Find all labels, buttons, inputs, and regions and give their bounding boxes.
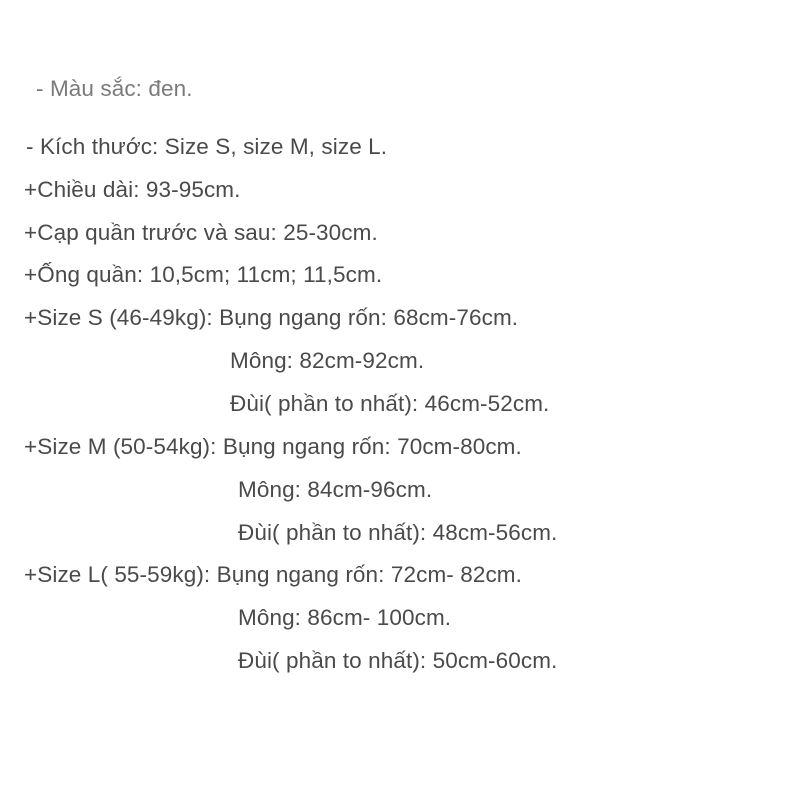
line-leg-opening: +Ống quần: 10,5cm; 11cm; 11,5cm. (24, 262, 383, 287)
line-size-l-thigh: Đùi( phần to nhất): 50cm-60cm. (238, 648, 558, 673)
line-waistband: +Cạp quần trước và sau: 25-30cm. (24, 220, 378, 245)
line-length: +Chiều dài: 93-95cm. (24, 177, 241, 202)
line-size-s-waist: +Size S (46-49kg): Bụng ngang rốn: 68cm-76cm. (24, 305, 519, 330)
line-size-l-hip: Mông: 86cm- 100cm. (238, 605, 452, 630)
line-sizes: - Kích thước: Size S, size M, size L. (26, 134, 388, 159)
line-size-l-waist: +Size L( 55-59kg): Bụng ngang rốn: 72cm- 82cm. (24, 562, 522, 587)
line-size-s-hip: Mông: 82cm-92cm. (230, 348, 425, 373)
line-size-m-thigh: Đùi( phần to nhất): 48cm-56cm. (238, 520, 558, 545)
line-size-s-thigh: Đùi( phần to nhất): 46cm-52cm. (230, 391, 550, 416)
line-size-m-hip: Mông: 84cm-96cm. (238, 477, 433, 502)
line-size-m-waist: +Size M (50-54kg): Bụng ngang rốn: 70cm-80cm. (24, 434, 522, 459)
partial-line-color: - Màu sắc: đen. (36, 76, 193, 101)
cropped-line-container (0, 76, 800, 103)
